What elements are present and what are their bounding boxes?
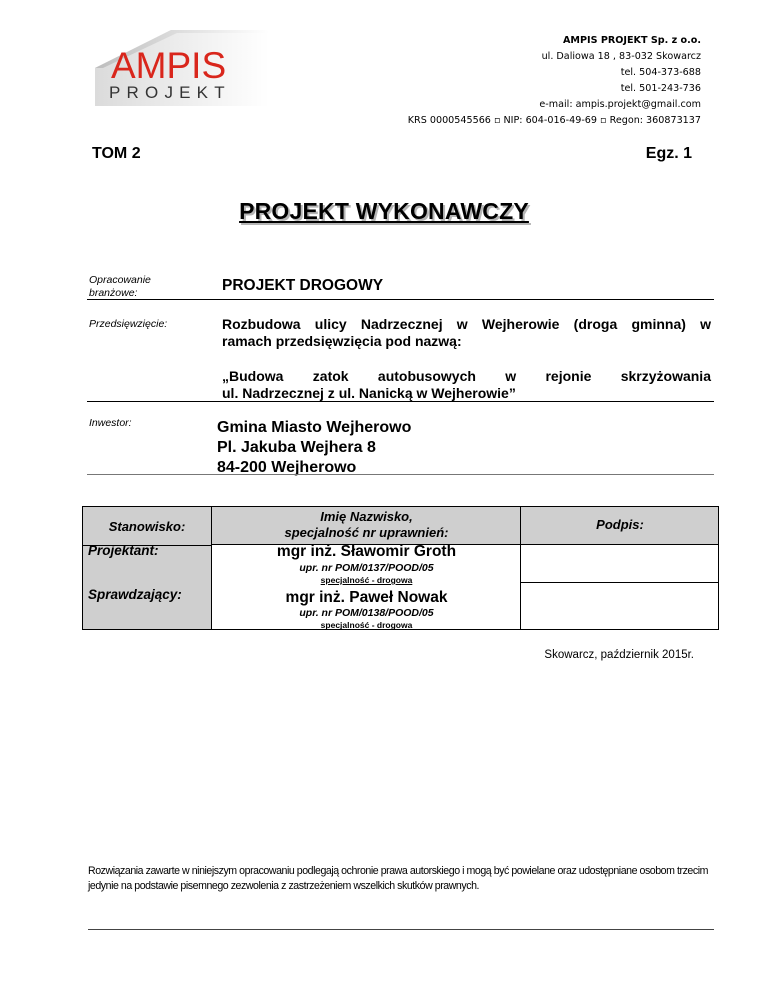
investor-label: Inwestor: (89, 417, 132, 429)
checker-specialty: specjalność - drogowa (320, 620, 413, 630)
company-name: AMPIS PROJEKT Sp. z o.o. (563, 35, 701, 46)
checker-permit: upr. nr POM/0138/POOD/05 (299, 607, 434, 619)
document-title: PROJEKT WYKONAWCZY (239, 198, 529, 224)
project-line-3: „Budowa zatok autobusowych w rejonie skrzyżowania (222, 368, 711, 384)
company-registry: KRS 0000545566 ▫ NIP: 604-016-49-69 ▫ Regon: 360873137 (407, 115, 701, 126)
copy-number: Egz. 1 (645, 145, 692, 162)
logo-text-ampis: AMPIS (111, 45, 227, 86)
investor-address (217, 418, 411, 478)
project-label: Przedsięwzięcie: (89, 318, 168, 330)
checker-role: Sprawdzający: (88, 587, 182, 602)
company-address: ul. Daliowa 18 , 83-032 Skowarcz (541, 51, 701, 62)
signatures-column (521, 545, 719, 630)
company-phone-2: tel. 501-243-736 (620, 83, 701, 94)
branch-label (89, 274, 151, 300)
branch-value: PROJEKT DROGOWY (222, 277, 384, 294)
investor-line-1: Gmina Miasto Wejherowo (217, 419, 412, 436)
project-line-1: Rozbudowa ulicy Nadrzecznej w Wejherowie (droga gminna) w (222, 316, 711, 332)
project-name (222, 368, 711, 402)
company-email: e-mail: ampis.projekt@gmail.com (539, 99, 701, 110)
divider (87, 474, 714, 475)
branch-label-line-1: Opracowanie (89, 274, 151, 286)
position-header: Stanowisko: (108, 519, 186, 534)
logo-text-projekt: PROJEKT (109, 83, 231, 102)
divider (87, 401, 714, 402)
designer-specialty: specjalność - drogowa (320, 575, 413, 585)
company-phone-1: tel. 504-373-688 (620, 67, 701, 78)
investor-line-3: 84-200 Wejherowo (217, 459, 357, 476)
volume-number: TOM 2 (92, 145, 141, 162)
investor-line-2: Pl. Jakuba Wejhera 8 (217, 439, 376, 456)
place-and-date: Skowarcz, październik 2015r. (544, 649, 694, 661)
designer-role: Projektant: (88, 543, 159, 558)
copyright-notice: Rozwiązania zawarte w niniejszym opracowaniu podlegają ochronie prawa autorskiego i mogą być powielane oraz udostępniane osobom trzecim jedynie na podstawie pisemnego zezwolenia z zastrzeżeniem wszelkich skutków prawnych. (88, 865, 708, 892)
signatures-table (82, 506, 719, 630)
signature-row-divider (521, 582, 719, 583)
signature-header: Podpis: (596, 517, 644, 532)
checker-name: mgr inż. Paweł Nowak (285, 589, 448, 606)
bottom-divider (88, 929, 714, 930)
name-header (212, 509, 521, 541)
project-line-2: ramach przedsięwzięcia pod nazwą: (222, 333, 462, 349)
company-info (408, 33, 701, 129)
company-logo (93, 28, 271, 108)
project-description (222, 316, 711, 350)
name-header-line-2: specjalność nr uprawnień: (284, 525, 449, 540)
divider (87, 299, 714, 300)
designer-permit: upr. nr POM/0137/POOD/05 (299, 562, 434, 574)
branch-label-line-2: branżowe: (89, 287, 138, 299)
name-header-line-1: Imię Nazwisko, (320, 509, 413, 524)
project-line-4: ul. Nadrzecznej z ul. Nanicką w Wejherowie” (222, 385, 516, 401)
designer-name: mgr inż. Sławomir Groth (276, 543, 457, 560)
